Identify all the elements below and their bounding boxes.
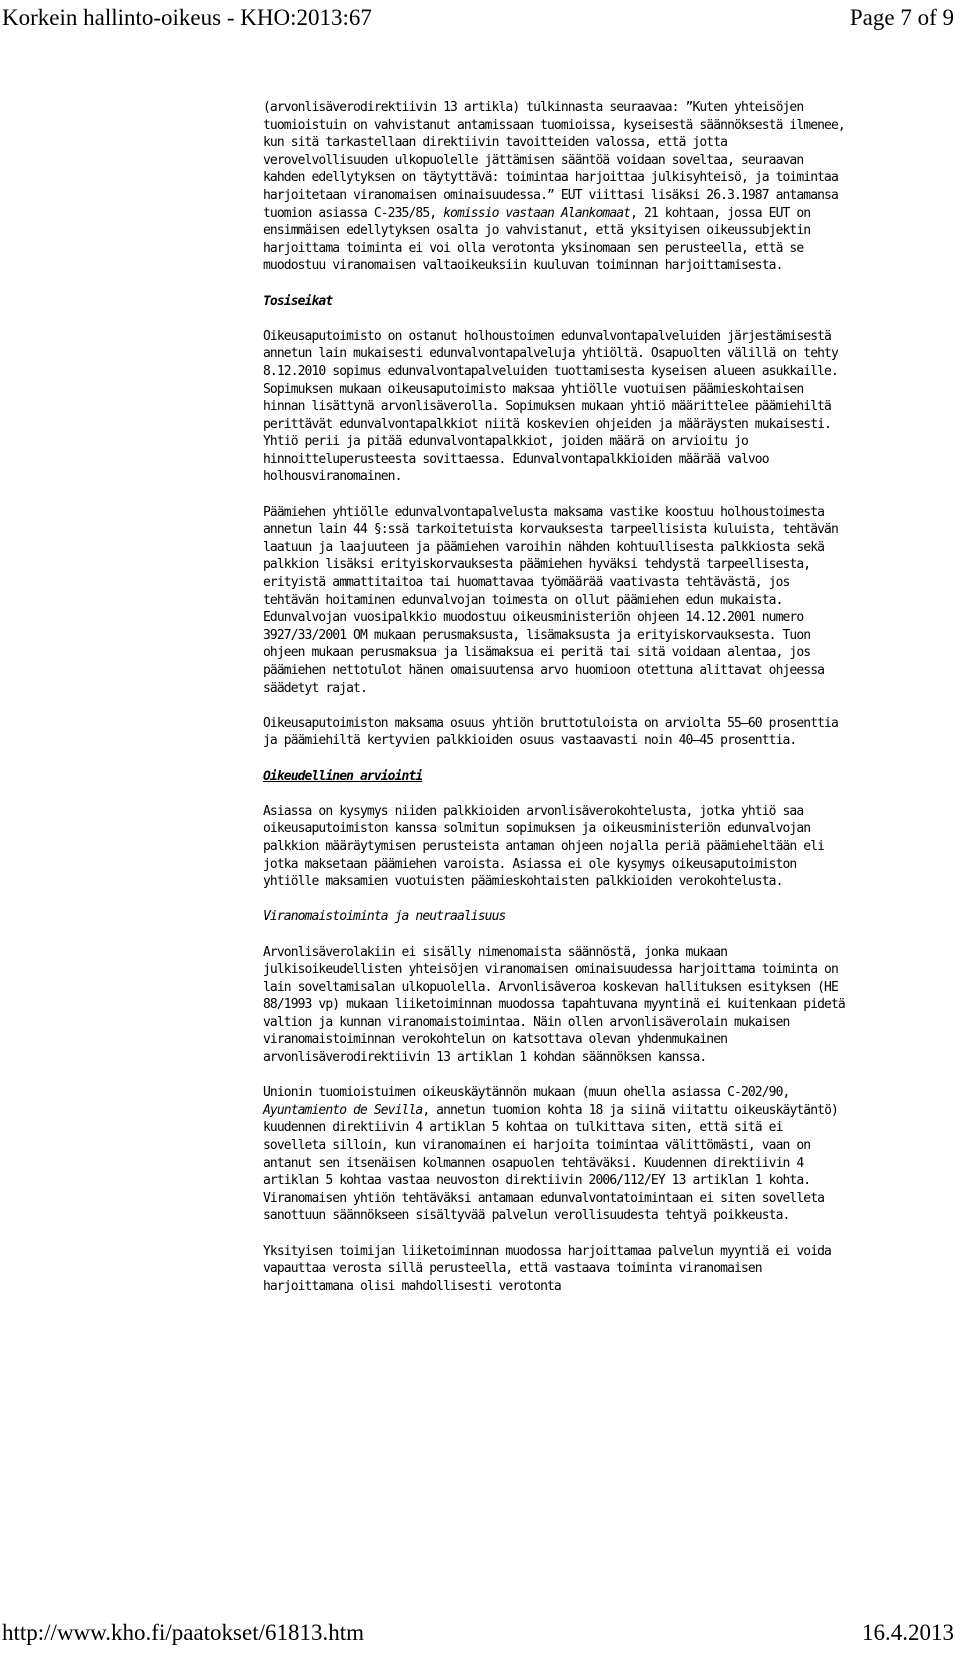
section-heading-viranomaistoiminta: Viranomaistoiminta ja neutraalisuus [263, 909, 506, 925]
paragraph-text: (arvonlisäverodirektiivin 13 artikla) tulkinnasta seuraavaa: ”Kuten yhteisöjen tuomioistuin on vahvistanut antamissaan tuomioissa, kyseisestä säännöksestä ilmenee, kun sitä tarkastellaan direktiivin tavoitteiden valossa, että jotta verovelvollisuuden ulkopuolelle jättämisen sääntöä voidaan soveltaa, seuraavan kahden edellytyksen on täytyttävä: toimintaa harjoittaa julkisyhteisö, ja toimintaa harjoitetaan viranomaisen ominaisuudessa.” EUT viittasi lisäksi 26.3.1987 antamansa tuomion asiassa C-235/85, [263, 100, 845, 221]
paragraph-text: Unionin tuomioistuimen oikeuskäytännön mukaan (muun ohella asiassa C-202/90, [263, 1085, 790, 1101]
page-number: Page 7 of 9 [849, 5, 954, 30]
paragraph-text: , 21 kohtaan, jossa EUT on ensimmäisen edellytyksen osalta jo vahvistanut, että yksityisen oikeussubjektin harjoittama toiminta ei voi olla verotonta yksinomaan sen perusteella, että se muodostuu viranomaisen valtaoikeuksiin kuuluvan toiminnan harjoittamisesta. [263, 205, 811, 274]
case-name: komissio vastaan Alankomaat [443, 205, 631, 221]
paragraph-eut-interpretation [263, 99, 848, 275]
page-title: Korkein hallinto-oikeus - KHO:2013:67 [2, 5, 372, 30]
paragraph-case-law [263, 1084, 848, 1225]
paragraph-fees: Päämiehen yhtiölle edunvalvontapalvelusta maksama vastike koostuu holhoustoimesta annetun lain 44 §:ssä tarkoitetuista korvauksesta tarpeellisista kuluista, tehtävän laatuun ja laajuuteen ja päämiehen varoihin nähden kohtuullisesta palkkiosta sekä palkkion lisäksi erityiskorvauksesta päämiehen hyväksi tehdystä tarpeellisesta, erityistä ammattitaitoa tai huomattavaa työmäärää vaativasta tehtävästä, jos tehtävän hoitaminen edunvalvojan toimesta on ollut päämiehen edun mukaista. Edunvalvojan vuosipalkkio muodostuu oikeusministeriön ohjeen 14.12.2001 numero 3927/33/2001 OM mukaan perusmaksusta, lisämaksusta ja erityiskorvauksesta. Tuon ohjeen mukaan perusmaksua ja lisämaksua ei peritä tai sitä voidaan alentaa, jos päämiehen nettotulot hänen omaisuutensa arvo huomioon otettuna alittavat ohjeessa säädetyt rajat. [263, 504, 838, 696]
print-footer [0, 1614, 960, 1654]
paragraph-text: , annetun tuomion kohta 18 ja siinä viitattu oikeuskäytäntö) kuudennen direktiivin 4 artiklan 5 kohtaa on tulkittava siten, että sitä ei sovelleta silloin, kun viranomainen ei harjoita toimintaa välittömästi, vaan on antanut sen itsenäisen kolmannen osapuolen tehtäväksi. Kuudennen direktiivin 4 artiklan 5 kohtaa vastaa neuvoston direktiivin 2006/112/EY 13 artiklan 1 kohta. Viranomaisen yhtiön tehtäväksi antamaan edunvalvontatoimintaan ei siten sovelleta sanottuun säännökseen sisältyvää palvelun verollisuudesta tehtyä poikkeusta. [263, 1102, 838, 1224]
page-url: http://www.kho.fi/paatokset/61813.htm [2, 1620, 365, 1645]
document-body [263, 99, 848, 1313]
paragraph-facts: Oikeusaputoimisto on ostanut holhoustoimen edunvalvontapalveluiden järjestämisestä annetun lain mukaisesti edunvalvontapalveluja yhtiöltä. Osapuolten välillä on tehty 8.12.2010 sopimus edunvalvontapalveluiden tuottamisesta kyseisen alueen asukkaille. Sopimuksen mukaan oikeusaputoimisto maksaa yhtiölle vuotuisen päämieskohtaisen hinnan lisättynä arvonlisäverolla. Sopimuksen mukaan yhtiö määrittelee päämiehiltä perittävät edunvalvontapalkkiot niitä koskevien ohjeiden ja määräysten mukaisesti. Yhtiö perii ja pitää edunvalvontapalkkiot, joiden määrä on arvioitu jo hinnoitteluperusteesta sovittaessa. Edunvalvontapalkkioiden määrää valvoo holhousviranomainen. [263, 328, 838, 485]
section-heading-text: Oikeudellinen arviointi [263, 768, 423, 784]
print-header [0, 0, 960, 48]
paragraph-vat-law: Arvonlisäverolakiin ei sisälly nimenomaista säännöstä, jonka mukaan julkisoikeudellisten yhteisöjen viranomaisen ominaisuudessa harjoittama toiminta on lain soveltamisalan ulkopuolella. Arvonlisäveroa koskevan hallituksen esityksen (HE 88/1993 vp) mukaan liiketoiminnan muodossa tapahtuvana myyntinä ei kuitenkaan pidetä valtion ja kunnan viranomaistoimintaa. Näin ollen arvonlisäverolain mukaisen viranomaistoiminnan verokohtelun on katsottava olevan yhdenmukainen arvonlisäverodirektiivin 13 artiklan 1 kohdan säännöksen kanssa. [263, 944, 845, 1066]
section-heading-oikeudellinen [263, 768, 848, 786]
print-date: 16.4.2013 [862, 1620, 954, 1645]
case-name: Ayuntamiento de Sevilla [263, 1102, 423, 1118]
paragraph-private-operator: Yksityisen toimijan liiketoiminnan muodossa harjoittamaa palvelun myyntiä ei voida vapauttaa verosta sillä perusteella, että vastaava toiminta viranomaisen harjoittamana olisi mahdollisesti verotonta [263, 1243, 831, 1294]
section-heading-tosiseikat: Tosiseikat [263, 293, 333, 309]
paragraph-question: Asiassa on kysymys niiden palkkioiden arvonlisäverokohtelusta, jotka yhtiö saa oikeusaputoimiston kanssa solmitun sopimuksen ja oikeusministeriön edunvalvojan palkkion määräytymisen perusteista antaman ohjeen nojalla periä päämieheltään eli jotka maksetaan päämiehen varoista. Asiassa ei ole kysymys oikeusaputoimiston yhtiölle maksamien vuotuisten päämieskohtaisten palkkioiden verokohtelusta. [263, 803, 825, 890]
paragraph-share: Oikeusaputoimiston maksama osuus yhtiön bruttotuloista on arviolta 55—60 prosenttia ja päämiehiltä kertyvien palkkioiden osuus vastaavasti noin 40—45 prosenttia. [263, 715, 838, 749]
